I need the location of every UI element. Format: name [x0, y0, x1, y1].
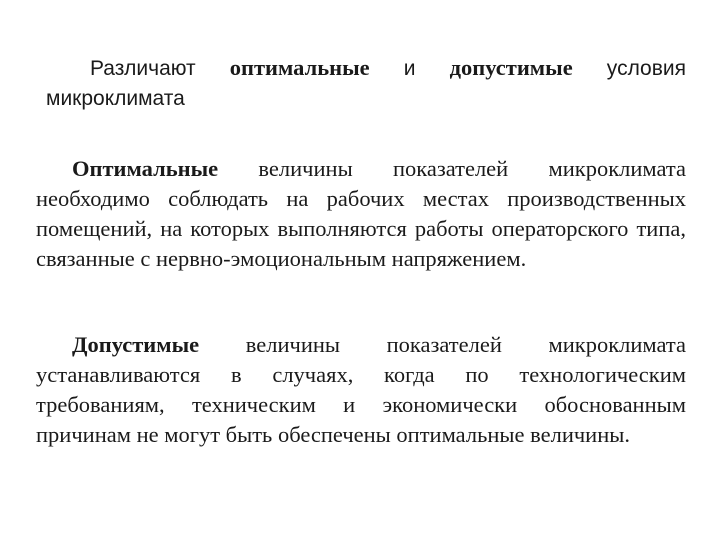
allowed-conditions-paragraph — [36, 330, 686, 450]
intro-optimal-term: оптимальные — [229, 55, 370, 80]
intro-text-middle: и — [369, 57, 450, 80]
optimal-description: величины показателей микроклимата необходимо соблюдать на рабочих местах производственных помещений, на которых выполняются работы операторского типа, связанные с нервно-эмоциональным напряжением. — [36, 156, 686, 271]
intro-allowed-term: допустимые — [449, 55, 573, 80]
optimal-term: Оптимальные — [72, 156, 219, 181]
allowed-term: Допустимые — [72, 332, 200, 357]
intro-text-end: условия микроклимата — [46, 57, 686, 110]
optimal-conditions-paragraph — [36, 154, 686, 274]
intro-text-start: Различают — [90, 57, 230, 80]
allowed-description: величины показателей микроклимата устанавливаются в случаях, когда по технологическим требованиям, техническим и экономически обоснованным причинам не могут быть обеспечены оптимальные величины. — [36, 332, 686, 447]
intro-paragraph — [46, 53, 686, 114]
